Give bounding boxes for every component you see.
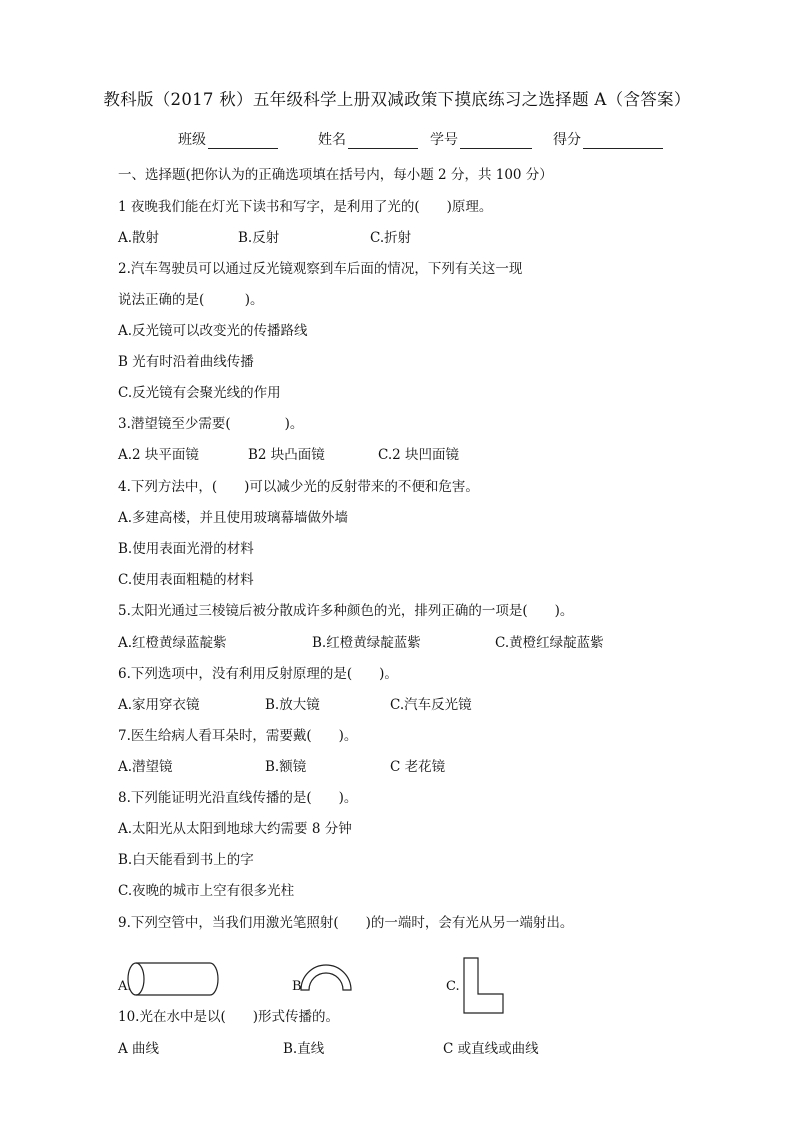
class-field[interactable]	[178, 129, 278, 149]
q9-option-c-label[interactable]: C.	[446, 979, 460, 994]
q9-option-b-label[interactable]: B	[292, 979, 302, 994]
question-3-stem: 3.潜望镜至少需要( )。	[118, 416, 304, 432]
q4-option-c[interactable]: C.使用表面粗糙的材料	[118, 572, 254, 588]
q6-option-b[interactable]: B.放大镜	[265, 697, 320, 713]
question-7-stem: 7.医生给病人看耳朵时，需要戴( )。	[118, 728, 358, 744]
question-4-stem: 4.下列方法中，( )可以减少光的反射带来的不便和危害。	[118, 479, 479, 495]
q10-option-a[interactable]: A 曲线	[118, 1041, 160, 1057]
q1-option-b[interactable]: B.反射	[238, 230, 280, 246]
student-info-row	[178, 129, 678, 151]
q10-option-b[interactable]: B.直线	[283, 1041, 325, 1057]
q8-option-c[interactable]: C.夜晚的城市上空有很多光柱	[118, 883, 295, 899]
q2-option-a[interactable]: A.反光镜可以改变光的传播路线	[118, 323, 308, 339]
q7-option-a[interactable]: A.潜望镜	[118, 759, 173, 775]
question-5-stem: 5.太阳光通过三棱镜后被分散成许多种颜色的光，排列正确的一项是( )。	[118, 603, 574, 619]
q10-option-c[interactable]: C 或直线或曲线	[443, 1041, 539, 1057]
name-field[interactable]	[318, 129, 418, 149]
q7-option-b[interactable]: B.额镜	[265, 759, 307, 775]
l-shaped-tube-icon[interactable]	[461, 956, 507, 1016]
q8-option-a[interactable]: A.太阳光从太阳到地球大约需要 8 分钟	[118, 821, 352, 837]
page-title: 教科版（2017 秋）五年级科学上册双减政策下摸底练习之选择题 A（含答案）	[103, 90, 691, 109]
straight-tube-icon[interactable]	[126, 960, 220, 998]
score-blank[interactable]	[583, 132, 663, 149]
question-2-stem: 2.汽车驾驶员可以通过反光镜观察到车后面的情况，下列有关这一现	[118, 261, 523, 277]
name-blank[interactable]	[348, 132, 418, 149]
id-label: 学号	[430, 132, 458, 148]
curved-tube-icon[interactable]	[298, 956, 354, 992]
q3-option-a[interactable]: A.2 块平面镜	[118, 447, 199, 463]
question-8-stem: 8.下列能证明光沿直线传播的是( )。	[118, 790, 358, 806]
name-label: 姓名	[318, 132, 346, 148]
q8-option-b[interactable]: B.白天能看到书上的字	[118, 852, 254, 868]
score-label: 得分	[553, 132, 581, 148]
question-10-stem: 10.光在水中是以( )形式传播的。	[118, 1009, 340, 1025]
q6-option-c[interactable]: C.汽车反光镜	[390, 697, 472, 713]
q4-option-b[interactable]: B.使用表面光滑的材料	[118, 541, 254, 557]
question-1-stem: 1 夜晚我们能在灯光下读书和写字，是利用了光的( )原理。	[118, 199, 493, 215]
q1-option-c[interactable]: C.折射	[370, 230, 412, 246]
q5-option-a[interactable]: A.红橙黄绿蓝靛紫	[118, 635, 227, 651]
id-field[interactable]	[430, 129, 532, 149]
q9-option-a-label[interactable]: A.	[118, 979, 132, 994]
question-2-stem-cont: 说法正确的是( )。	[118, 292, 264, 308]
class-blank[interactable]	[208, 132, 278, 149]
q7-option-c[interactable]: C 老花镜	[390, 759, 446, 775]
q5-option-b[interactable]: B.红橙黄绿靛蓝紫	[312, 635, 421, 651]
q3-option-c[interactable]: C.2 块凹面镜	[378, 447, 460, 463]
q3-option-b[interactable]: B2 块凸面镜	[248, 447, 325, 463]
q2-option-b[interactable]: B 光有时沿着曲线传播	[118, 354, 254, 370]
q5-option-c[interactable]: C.黄橙红绿靛蓝紫	[495, 635, 604, 651]
section-heading: 一、选择题(把你认为的正确选项填在括号内，每小题 2 分，共 100 分）	[118, 167, 553, 183]
q4-option-a[interactable]: A.多建高楼，并且使用玻璃幕墙做外墙	[118, 510, 349, 526]
q6-option-a[interactable]: A.家用穿衣镜	[118, 697, 200, 713]
score-field[interactable]	[553, 129, 663, 149]
question-6-stem: 6.下列选项中，没有利用反射原理的是( )。	[118, 666, 398, 682]
q2-option-c[interactable]: C.反光镜有会聚光线的作用	[118, 385, 281, 401]
class-label: 班级	[178, 132, 206, 148]
q1-option-a[interactable]: A.散射	[118, 230, 160, 246]
question-9-stem: 9.下列空管中，当我们用激光笔照射( )的一端时，会有光从另一端射出。	[118, 915, 574, 931]
id-blank[interactable]	[460, 132, 532, 149]
